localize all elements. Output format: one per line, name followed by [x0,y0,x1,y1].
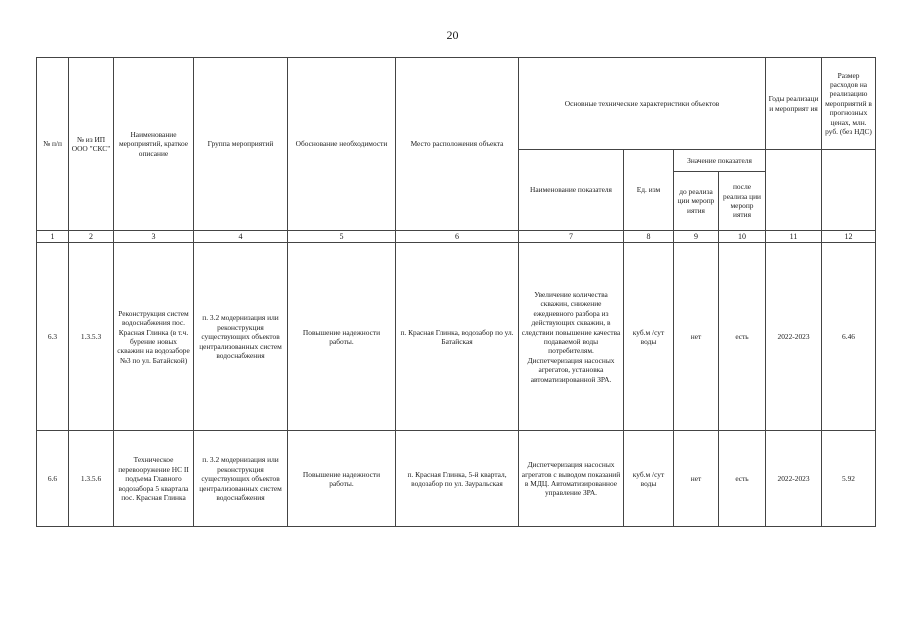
header-col1: № п/п [37,58,69,231]
header-col12-blank [822,150,876,231]
header-col12: Размер расходов на реализацию мероприятий в прогнозных ценах, млн. руб. (без НДС) [822,58,876,150]
row-justification: Повышение надежности работы. [288,431,396,527]
header-tech-group: Основные технические характеристики объектов [519,58,766,150]
row-justification: Повышение надежности работы. [288,243,396,431]
column-number: 8 [624,231,674,243]
header-col5: Обоснование необходимости [288,58,396,231]
measures-table [36,57,876,527]
column-number: 9 [674,231,719,243]
row-ip-number: 1.3.5.6 [69,431,114,527]
row-measure-name: Реконструкция систем водоснабжения пос. Красная Глинка (в т.ч. бурение новых скважин на водозаборе №3 по ул. Батайской) [114,243,194,431]
header-col3: Наименование мероприятий, краткое описание [114,58,194,231]
column-number: 7 [519,231,624,243]
column-number: 4 [194,231,288,243]
row-cost: 6.46 [822,243,876,431]
row-unit: куб.м /сут воды [624,243,674,431]
column-number: 3 [114,231,194,243]
header-row-1 [37,58,876,150]
row-measure-name: Техническое перевооружение НС II подъема Главного водозабора 5 квартала пос. Красная Глинка [114,431,194,527]
header-value-group: Значение показателя [674,150,766,172]
column-number: 11 [766,231,822,243]
row-indicator: Диспетчеризация насосных агрегатов с выводом показаний в МДЦ. Автоматизированное управление ЗРА. [519,431,624,527]
header-col7: Наименование показателя [519,150,624,231]
header-col8: Ед. изм [624,150,674,231]
row-years: 2022-2023 [766,243,822,431]
row-unit: куб.м /сут воды [624,431,674,527]
row-value-before: нет [674,431,719,527]
column-number: 2 [69,231,114,243]
row-value-before: нет [674,243,719,431]
header-col4: Группа мероприятий [194,58,288,231]
row-number: 6.6 [37,431,69,527]
column-number-row [37,231,876,243]
column-number: 1 [37,231,69,243]
row-number: 6.3 [37,243,69,431]
row-location: п. Красная Глинка, 5-й квартал, водозабор по ул. Зауральская [396,431,519,527]
row-years: 2022-2023 [766,431,822,527]
row-indicator: Увеличение количества скважин, снижение ежедневного разбора из действующих скважин, в следствии повышение качества подаваемой воды потребителям. Диспетчеризация насосных агрегатов, установка автоматизированной ЗРА. [519,243,624,431]
column-number: 12 [822,231,876,243]
row-cost: 5.92 [822,431,876,527]
page-number: 20 [446,28,459,42]
header-col2: № из ИП ООО "СКС" [69,58,114,231]
table-row [37,431,876,527]
row-location: п. Красная Глинка, водозабор по ул. Батайская [396,243,519,431]
column-number: 5 [288,231,396,243]
row-ip-number: 1.3.5.3 [69,243,114,431]
header-col11: Годы реализаци и мероприят ия [766,58,822,150]
table-row [37,243,876,431]
row-measure-group: п. 3.2 модернизация или реконструкция существующих объектов централизованных систем водоснабжения [194,243,288,431]
column-number: 6 [396,231,519,243]
header-col11-blank [766,150,822,231]
row-value-after: есть [719,431,766,527]
row-value-after: есть [719,243,766,431]
column-number: 10 [719,231,766,243]
header-col6: Место расположения объекта [396,58,519,231]
header-col9: до реализа ции меропр иятия [674,172,719,231]
row-measure-group: п. 3.2 модернизация или реконструкция существующих объектов централизованных систем водоснабжения [194,431,288,527]
header-col10: после реализа ции меропр иятия [719,172,766,231]
